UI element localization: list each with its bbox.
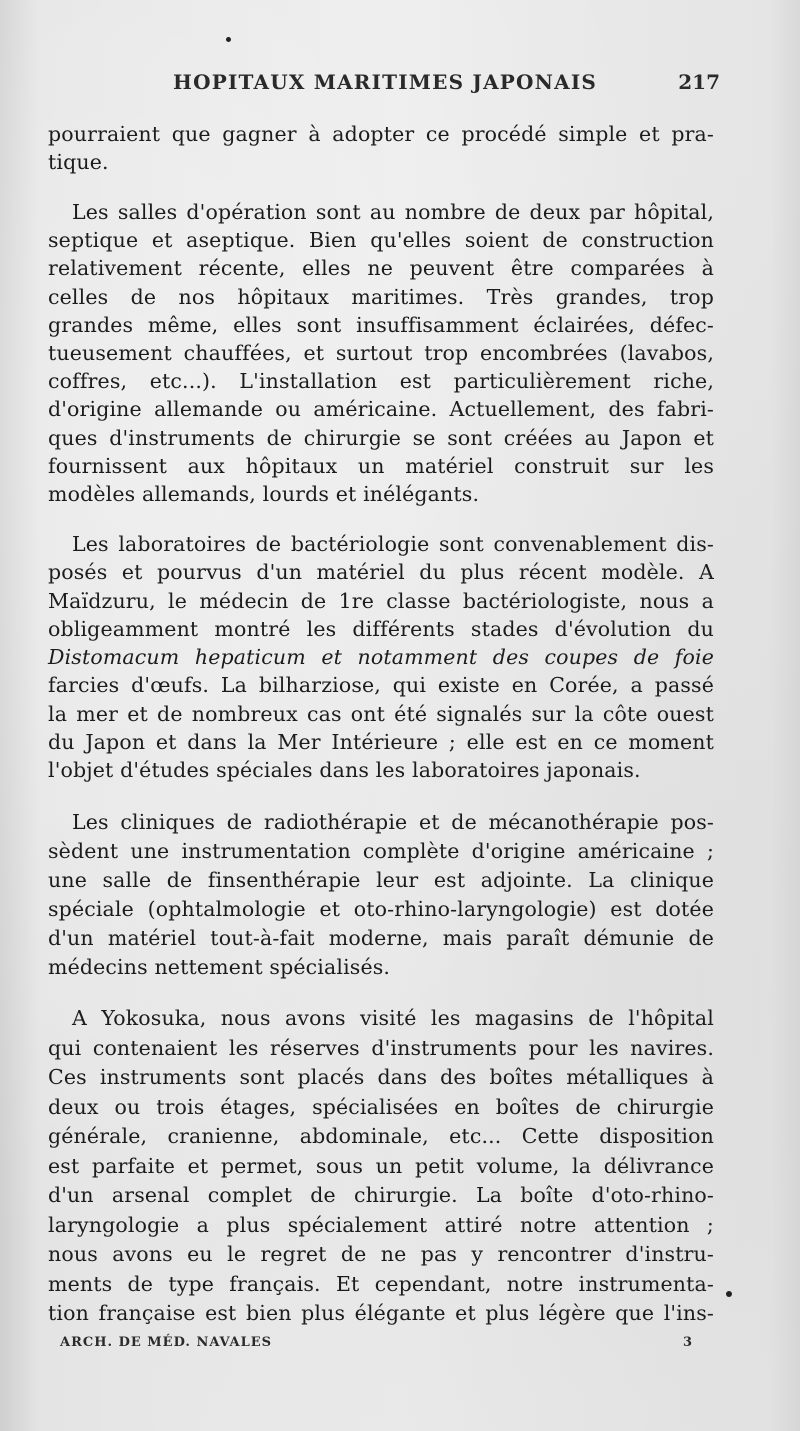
text-line: grandes même, elles sont insuffisamment éclairées, défec- (48, 313, 714, 337)
page-header (48, 70, 720, 100)
text-line: Les salles d'opération sont au nombre de deux par hôpital, (72, 200, 714, 224)
text-line: est parfaite et permet, sous un petit volume, la délivrance (48, 1154, 714, 1178)
text-line: tueusement chauffées, et surtout trop encombrées (lavabos, (48, 341, 714, 365)
text-line: laryngologie a plus spécialement attiré notre attention ; (48, 1213, 714, 1237)
text-line: deux ou trois étages, spécialisées en boîtes de chirurgie (48, 1095, 714, 1119)
text-line: spéciale (ophtalmologie et oto-rhino-laryngologie) est dotée (48, 897, 714, 921)
text-line: septique et aseptique. Bien qu'elles soient de construction (48, 228, 714, 252)
text-line: qui contenaient les réserves d'instruments pour les navires. (48, 1036, 714, 1060)
text-line: médecins nettement spécialisés. (48, 955, 391, 979)
text-line: l'objet d'études spéciales dans les laboratoires japonais. (48, 758, 641, 782)
text-line: du Japon et dans la Mer Intérieure ; elle est en ce moment (48, 730, 714, 754)
text-line: une salle de finsenthérapie leur est adjointe. La clinique (48, 868, 714, 892)
text-line: ques d'instruments de chirurgie se sont créées au Japon et (48, 426, 714, 450)
ink-speck (726, 1291, 732, 1297)
text-line: pourraient que gagner à adopter ce procédé simple et pra- (48, 122, 714, 146)
text-line: posés et pourvus d'un matériel du plus récent modèle. A (48, 560, 714, 584)
text-line: tique. (48, 150, 109, 174)
text-line: générale, cranienne, abdominale, etc... Cette disposition (48, 1124, 714, 1148)
text-line: ments de type français. Et cependant, notre instrumenta- (48, 1272, 714, 1296)
page-number: 217 (678, 70, 720, 94)
text-line: Ces instruments sont placés dans des boîtes métalliques à (48, 1065, 714, 1089)
text-line: Maïdzuru, le médecin de 1re classe bactériologiste, nous a (48, 589, 714, 613)
text-line: nous avons eu le regret de ne pas y rencontrer d'instru- (48, 1242, 714, 1266)
journal-footer: ARCH. DE MÉD. NAVALES (60, 1335, 273, 1350)
text-line: Distomacum hepaticum et notamment des coupes de foie (48, 645, 714, 669)
text-line: fournissent aux hôpitaux un matériel construit sur les (48, 454, 714, 478)
text-line: obligeamment montré les différents stades d'évolution du (48, 617, 714, 641)
text-line: Les laboratoires de bactériologie sont convenablement dis- (72, 532, 714, 556)
text-line: tion française est bien plus élégante et plus légère que l'ins- (48, 1301, 714, 1325)
running-title: HOPITAUX MARITIMES JAPONAIS (173, 70, 598, 94)
text-line: la mer et de nombreux cas ont été signalés sur la côte ouest (48, 702, 714, 726)
text-line: A Yokosuka, nous avons visité les magasins de l'hôpital (72, 1006, 714, 1030)
text-line: d'un matériel tout-à-fait moderne, mais paraît démunie de (48, 926, 714, 950)
text-line: Les cliniques de radiothérapie et de mécanothérapie pos- (72, 810, 714, 834)
text-line: modèles allemands, lourds et inélégants. (48, 482, 480, 506)
text-line: celles de nos hôpitaux maritimes. Très grandes, trop (48, 285, 714, 309)
text-line: relativement récente, elles ne peuvent être comparées à (48, 256, 714, 280)
text-line: d'origine allemande ou américaine. Actuellement, des fabri- (48, 397, 714, 421)
text-line: coffres, etc...). L'installation est particulièrement riche, (48, 369, 714, 393)
text-line: farcies d'œufs. La bilharziose, qui existe en Corée, a passé (48, 673, 714, 697)
signature-mark: 3 (683, 1335, 693, 1350)
text-line: sèdent une instrumentation complète d'origine américaine ; (48, 839, 714, 863)
ink-speck (226, 37, 231, 42)
text-line: d'un arsenal complet de chirurgie. La boîte d'oto-rhino- (48, 1183, 714, 1207)
